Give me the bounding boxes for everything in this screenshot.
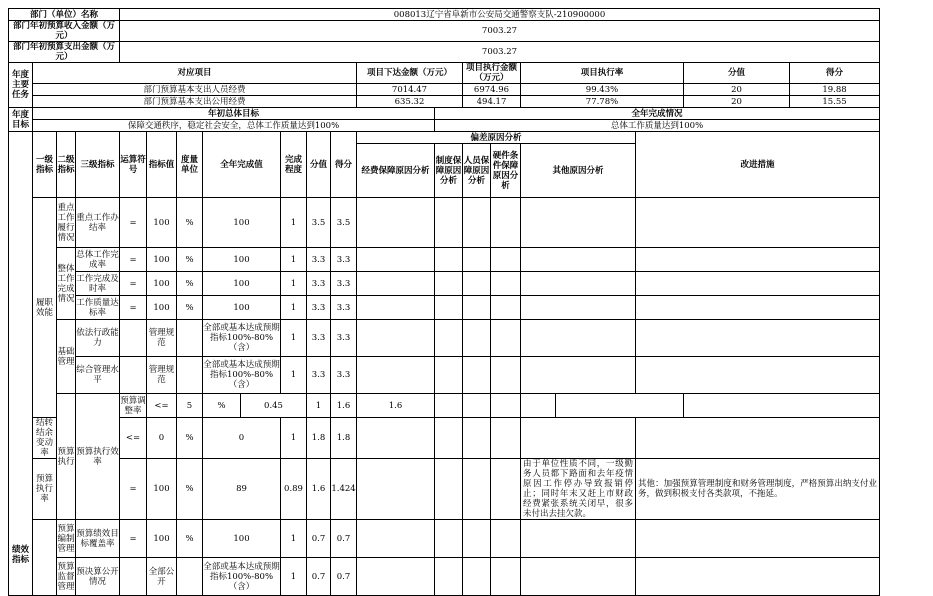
score-cell: 3.3 — [331, 357, 357, 394]
weight-cell: 1.6 — [331, 394, 357, 418]
tasks-col-rate: 项目执行率 — [521, 63, 684, 84]
score-cell: 3.3 — [331, 320, 357, 357]
l1-cell: 履职效能 — [33, 198, 57, 418]
income-value: 7003.27 — [120, 21, 880, 42]
col-improve: 改进措施 — [636, 132, 880, 198]
actual-cell: 100 — [203, 272, 281, 296]
degree-cell: 1 — [281, 198, 307, 248]
degree-cell: 1 — [281, 558, 307, 596]
actual-cell: 89 — [203, 459, 281, 520]
score-cell: 3.3 — [331, 248, 357, 272]
target-cell: 0 — [147, 418, 177, 459]
score-cell: 3.3 — [331, 272, 357, 296]
l3-cell: 工作质量达标率 — [76, 297, 119, 318]
l2-cell: 基础管理 — [57, 320, 76, 394]
task-weight: 20 — [684, 84, 790, 96]
col-actual: 全年完成值 — [203, 132, 281, 198]
l3-cell: 预决算公开情况 — [76, 558, 120, 596]
tasks-col-amount: 项目下达金额（万元） — [357, 63, 463, 84]
l3-cell: 综合管理水平 — [76, 357, 120, 394]
tasks-col-weight: 分值 — [684, 63, 790, 84]
unit-cell — [177, 558, 203, 596]
col-unit: 度量单位 — [177, 132, 203, 198]
weight-cell: 0.7 — [307, 558, 331, 596]
unit-cell: % — [177, 520, 203, 558]
actual-cell: 100 — [203, 520, 281, 558]
score-cell: 1.8 — [331, 418, 357, 459]
op-cell: = — [120, 520, 147, 558]
unit-cell: % — [203, 394, 241, 418]
actual-cell: 100 — [203, 296, 281, 320]
actual-cell: 全部或基本达成预期指标100%-80%（含） — [203, 558, 281, 596]
unit-cell: % — [177, 198, 203, 248]
dept-label: 部门（单位）名称 — [9, 9, 120, 21]
col-target: 指标值 — [147, 132, 177, 198]
degree-cell: 0.89 — [281, 459, 307, 520]
op-cell: = — [120, 296, 147, 320]
degree-cell: 1 — [307, 394, 331, 418]
target-cell: 100 — [147, 198, 177, 248]
actual-cell: 全部或基本达成预期指标100%-80%（含） — [203, 320, 281, 357]
l3-cell: 预算执行率 — [33, 459, 57, 520]
tasks-col-exec: 项目执行金额（万元） — [463, 63, 521, 84]
target-cell: 管理规范 — [147, 320, 177, 357]
target-cell: 管理规范 — [147, 357, 177, 394]
goals-final-value: 总体工作质量达到100% — [435, 120, 880, 132]
tasks-col-score: 得分 — [790, 63, 880, 84]
l1-cell — [33, 520, 57, 596]
l2-cell: 预算编制管理 — [57, 520, 76, 558]
task-rate: 77.78% — [521, 96, 684, 108]
indicators-section-label: 绩效指标 — [9, 132, 33, 596]
weight-cell: 3.3 — [307, 248, 331, 272]
deviation-header: 偏差原因分析 — [357, 132, 636, 144]
col-weight: 分值 — [307, 132, 331, 198]
task-weight: 20 — [684, 96, 790, 108]
dept-value: 008013辽宁省阜新市公安局交通警察支队-210900000 — [120, 9, 880, 21]
col-op: 运算符号 — [120, 132, 147, 198]
expense-label: 部门年初预算支出金额（万元） — [9, 42, 120, 63]
task-score: 15.55 — [790, 96, 880, 108]
target-cell: 100 — [147, 459, 177, 520]
unit-cell: % — [177, 459, 203, 520]
l3-cell: 重点工作办结率 — [76, 198, 120, 248]
score-cell: 3.3 — [331, 296, 357, 320]
l3-cell: 工作完成及时率 — [76, 273, 119, 294]
op-cell — [120, 357, 147, 394]
op-cell: = — [120, 198, 147, 248]
task-exec: 6974.96 — [463, 84, 521, 96]
other-reason-cell: 由于单位性质不同，一级勤务人员都下路面和去年疫情原因工作停办导致报销停止；同时年末又赶上市财政经费紧张系统关闭早，很多未付出去挂欠款。 — [521, 459, 636, 520]
target-cell: 100 — [147, 296, 177, 320]
op-cell — [120, 320, 147, 357]
target-cell: 100 — [147, 520, 177, 558]
weight-cell: 1.8 — [307, 418, 331, 459]
weight-cell: 0.7 — [307, 520, 331, 558]
degree-cell: 1 — [281, 272, 307, 296]
weight-cell: 3.3 — [307, 272, 331, 296]
task-item: 部门预算基本支出人员经费 — [33, 84, 357, 96]
col-score: 得分 — [331, 132, 357, 198]
col-fund: 经费保障原因分析 — [357, 144, 435, 198]
target-cell: 5 — [177, 394, 203, 418]
improve-cell: 其他：加强预算管理制度和财务管理制度，严格预算出纳支付业务，做到积极支付各类款项，不拖延。 — [636, 459, 880, 520]
income-label: 部门年初预算收入金额（万元） — [9, 21, 120, 42]
task-score: 19.88 — [790, 84, 880, 96]
goals-label: 年度目标 — [9, 108, 33, 132]
weight-cell: 3.3 — [307, 296, 331, 320]
op-cell: <= — [147, 394, 177, 418]
tasks-label: 年度主要任务 — [9, 63, 33, 108]
degree-cell: 1 — [281, 248, 307, 272]
op-cell — [120, 558, 147, 596]
tasks-col-item: 对应项目 — [33, 63, 357, 84]
l1-cell: 预算执行 — [57, 394, 76, 520]
weight-cell: 3.5 — [307, 198, 331, 248]
weight-cell: 1.6 — [307, 459, 331, 520]
goals-final-header: 全年完成情况 — [435, 108, 880, 120]
degree-cell: 1 — [281, 320, 307, 357]
l2-cell: 重点工作履行情况 — [57, 198, 76, 248]
l3-cell: 预算绩效目标覆盖率 — [76, 520, 120, 558]
target-cell: 全部公开 — [147, 558, 177, 596]
l3-cell: 预算调整率 — [120, 395, 146, 416]
degree-cell: 1 — [281, 520, 307, 558]
l3-cell: 结转结余变动率 — [33, 418, 57, 459]
op-cell: <= — [120, 418, 147, 459]
op-cell: = — [120, 272, 147, 296]
goals-initial-header: 年初总体目标 — [33, 108, 435, 120]
performance-table — [8, 8, 880, 596]
col-l3: 三级指标 — [76, 132, 120, 198]
actual-cell: 100 — [203, 198, 281, 248]
col-l2: 二级指标 — [57, 132, 76, 198]
col-system: 制度保障原因分析 — [435, 144, 463, 198]
score-cell: 1.6 — [357, 394, 435, 418]
col-staff: 人员保障原因分析 — [463, 144, 491, 198]
task-rate: 99.43% — [521, 84, 684, 96]
col-hardware: 硬件条件保障原因分析 — [491, 144, 521, 198]
unit-cell — [177, 357, 203, 394]
unit-cell: % — [177, 272, 203, 296]
score-cell: 0.7 — [331, 558, 357, 596]
degree-cell: 1 — [281, 357, 307, 394]
unit-cell: % — [177, 248, 203, 272]
actual-cell: 0 — [203, 418, 281, 459]
task-exec: 494.17 — [463, 96, 521, 108]
target-cell: 100 — [147, 272, 177, 296]
actual-cell: 全部或基本达成预期指标100%-80%（含） — [203, 357, 281, 394]
task-amount: 635.32 — [357, 96, 463, 108]
score-cell: 3.5 — [331, 198, 357, 248]
l2-cell: 整体工作完成情况 — [57, 248, 76, 320]
task-amount: 7014.47 — [357, 84, 463, 96]
col-degree: 完成程度 — [281, 132, 307, 198]
l3-cell: 依法行政能力 — [76, 320, 120, 357]
col-other: 其他原因分析 — [521, 144, 636, 198]
unit-cell: % — [177, 296, 203, 320]
op-cell: = — [120, 459, 147, 520]
l3-cell: 总体工作完成率 — [76, 249, 119, 270]
target-cell: 100 — [147, 248, 177, 272]
weight-cell: 3.3 — [307, 320, 331, 357]
op-cell: = — [120, 248, 147, 272]
score-cell: 0.7 — [331, 520, 357, 558]
degree-cell: 1 — [281, 418, 307, 459]
unit-cell — [177, 320, 203, 357]
unit-cell: % — [177, 418, 203, 459]
goals-initial-value: 保障交通秩序，稳定社会安全，总体工作质量达到100% — [33, 120, 435, 132]
l2-cell: 预算监督管理 — [57, 558, 76, 596]
actual-cell: 0.45 — [241, 394, 307, 418]
col-l1: 一级指标 — [33, 132, 57, 198]
score-cell: 1.424 — [331, 459, 357, 520]
expense-value: 7003.27 — [120, 42, 880, 63]
weight-cell: 3.3 — [307, 357, 331, 394]
l2-cell: 预算执行效率 — [76, 394, 120, 520]
degree-cell: 1 — [281, 296, 307, 320]
task-item: 部门预算基本支出公用经费 — [33, 96, 357, 108]
actual-cell: 100 — [203, 248, 281, 272]
